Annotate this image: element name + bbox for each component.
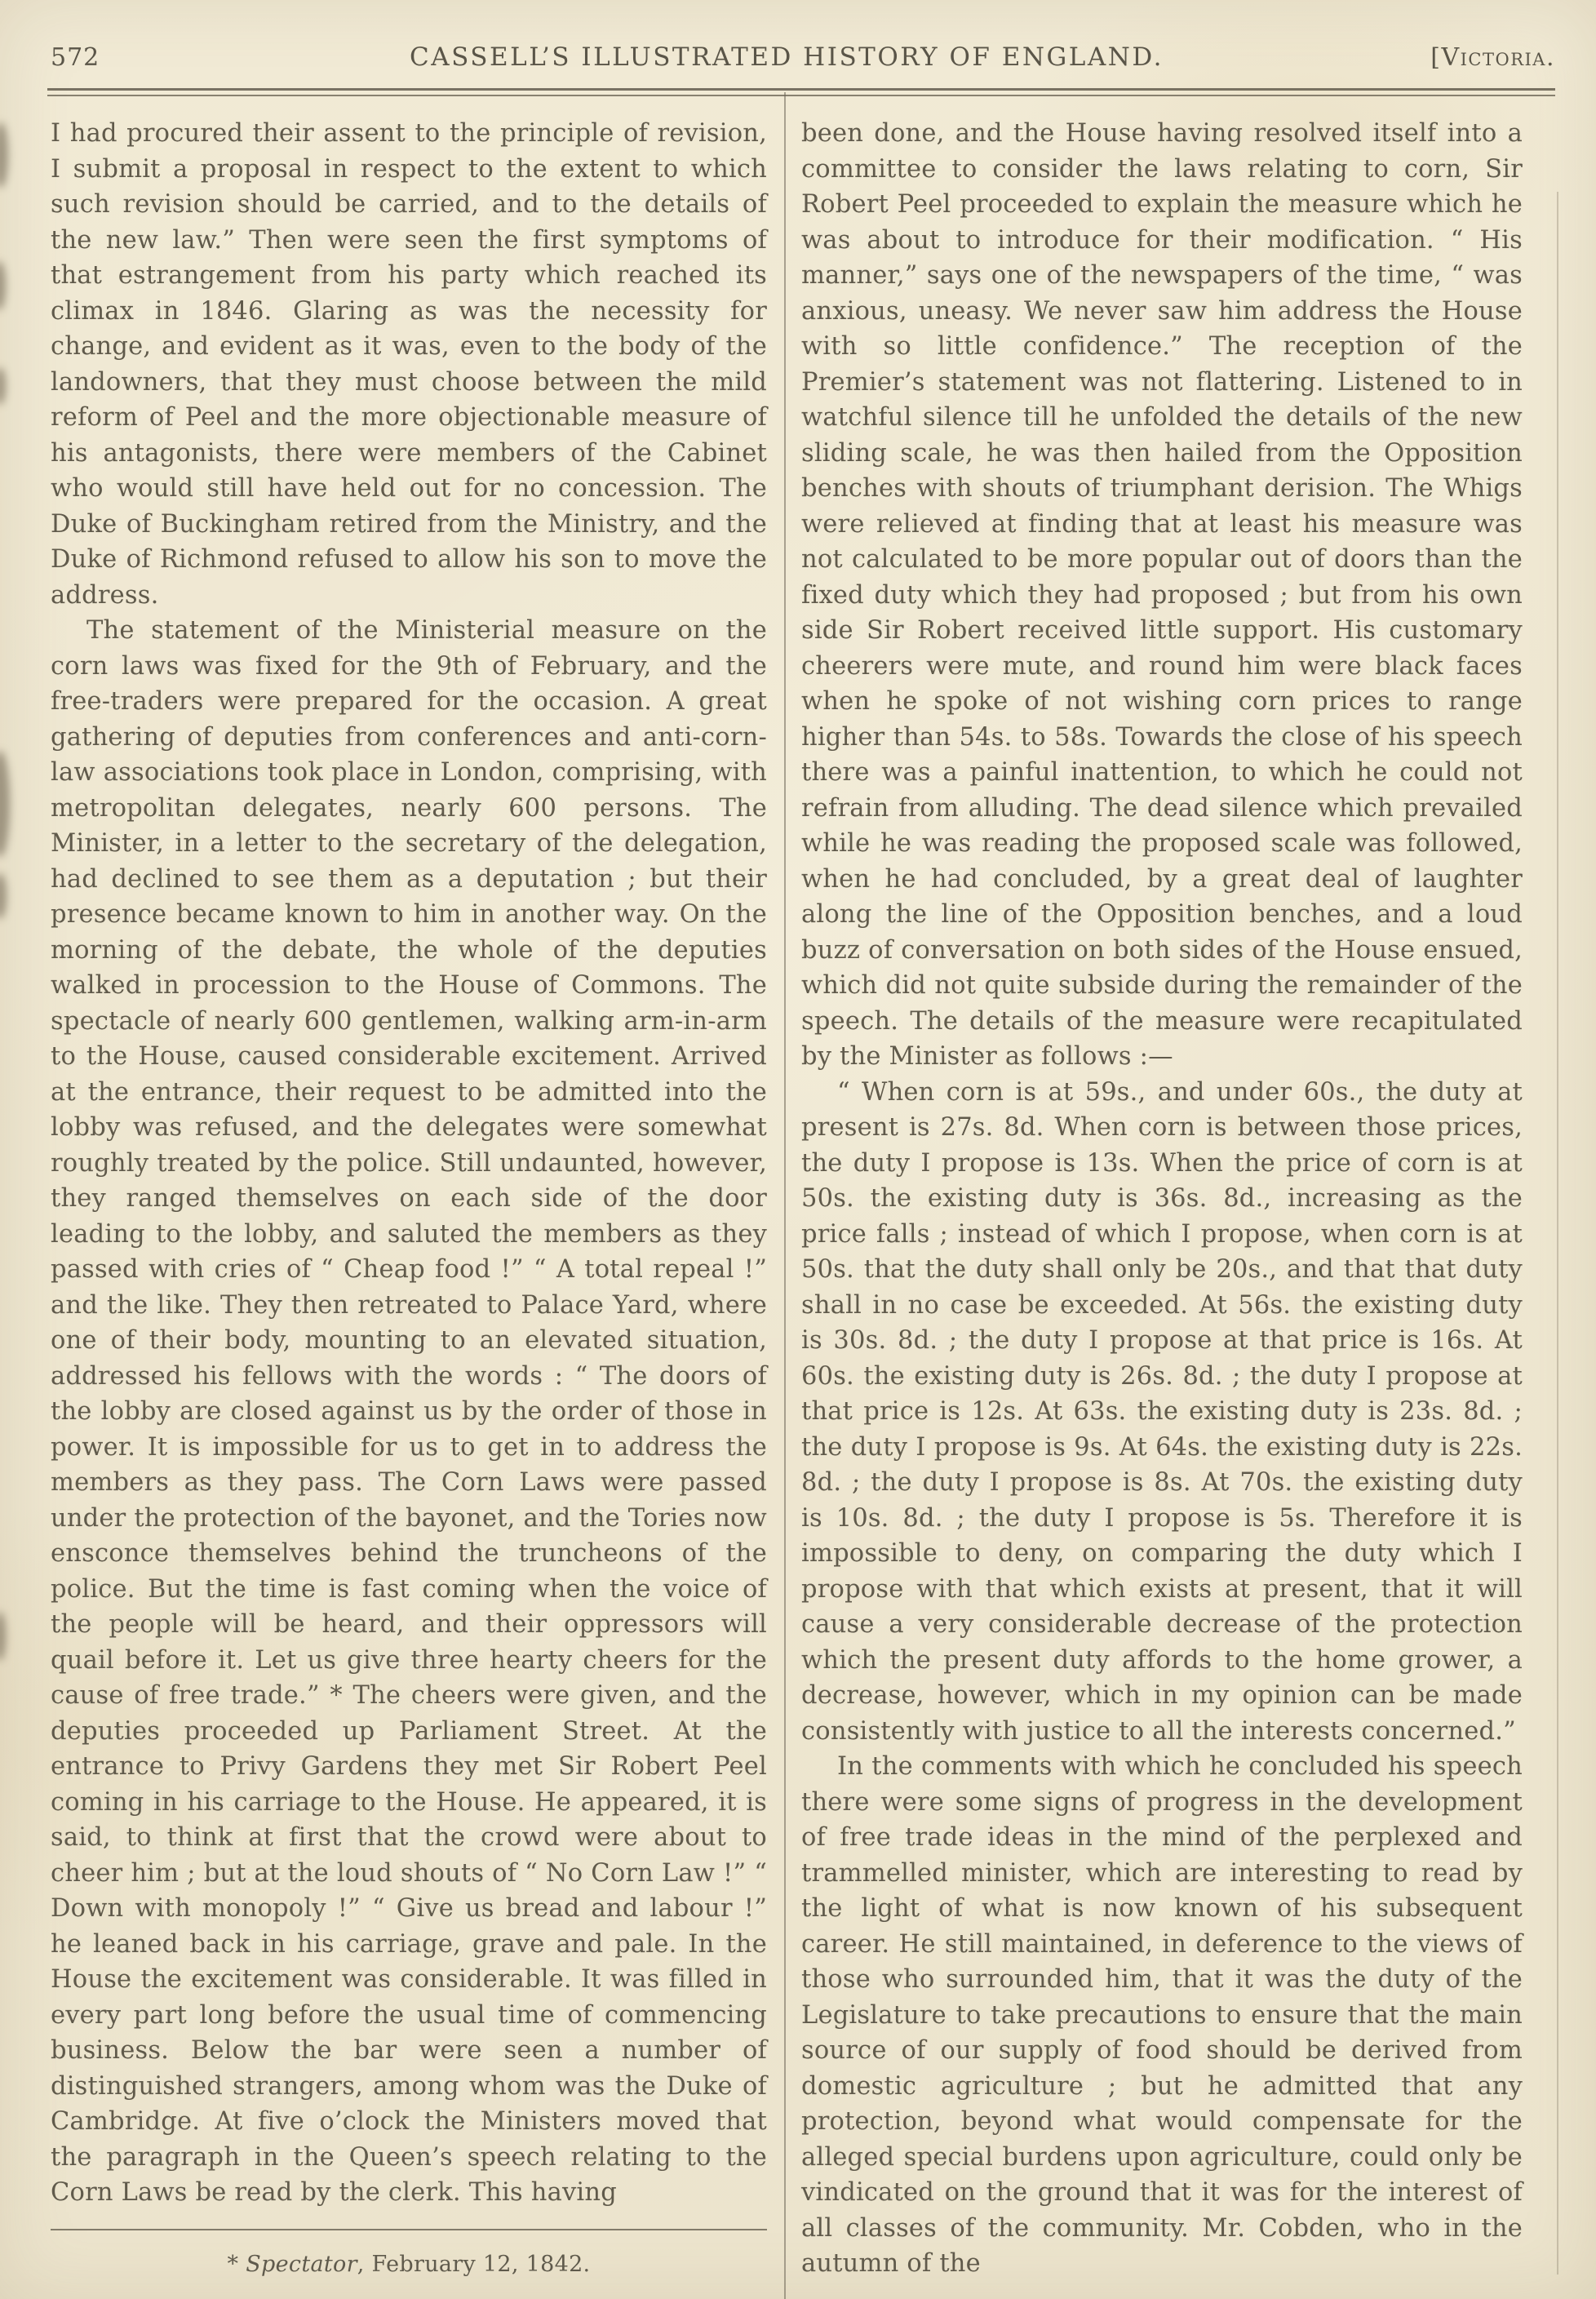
- footnote-source: Spectator: [246, 2251, 357, 2277]
- footnote: [51, 2247, 767, 2283]
- paragraph: been done, and the House having resolved itself into a committee to consider the laws relating to corn, Sir Robert Peel proceeded to explain the measure which he was about to introduce for their modification. “ His manner,” says one of the newspapers of the time, “ was anxious, uneasy. We never saw him address the House with so little confidence.” The reception of the Premier’s statement was not flattering. Listened to in watchful silence till he unfolded the details of the new sliding scale, he was then hailed from the Opposition benches with shouts of triumphant derision. The Whigs were relieved at finding that at least his measure was not calculated to be more popular out of doors than the fixed duty which they had proposed ; but from his own side Sir Robert received little support. His customary cheerers were mute, and round him were black faces when he spoke of not wishing corn prices to range higher than 54s. to 58s. Towards the close of his speech there was a painful inattention, to which he could not refrain from alluding. The dead silence which prevailed while he was reading the proposed scale was followed, when he had concluded, by a great deal of laughter along the line of the Opposition benches, and a loud buzz of conversation on both sides of the House ensued, which did not quite subside during the remainder of the speech. The details of the measure were recapitulated by the Minister as follows :—: [801, 119, 1523, 1071]
- scan-smudge: [0, 122, 8, 188]
- page-edge-line: [1557, 192, 1558, 2275]
- page-header: [51, 41, 1555, 77]
- scan-smudge: [0, 873, 7, 919]
- footnote-text: , February 12, 1842.: [357, 2251, 591, 2277]
- page-title: CASSELL’S ILLUSTRATED HISTORY OF ENGLAND.: [410, 42, 1164, 72]
- paragraph: I had procured their assent to the principle of revision, I submit a proposal in respect to the extent to which such revision should be carried, and to the details of the new law.” Then were seen the first symptoms of that estrangement from his party which reached its climax in 1846. Glaring as was the necessity for change, and evident as it was, even to the body of the landowners, that they must choose between the mild reform of Peel and the more objectionable measure of his antagonists, there were members of the Cabinet who would still have held out for no concession. The Duke of Buckingham retired from the Ministry, and the Duke of Richmond refused to allow his son to move the address.: [51, 119, 767, 610]
- footnote-rule: [51, 2229, 767, 2230]
- running-head: [Victoria.: [1430, 43, 1555, 72]
- scan-smudge: [0, 261, 6, 310]
- paragraph: “ When corn is at 59s., and under 60s., the duty at present is 27s. 8d. When corn is between those prices, the duty I propose is 13s. When the price of corn is at 50s. the existing duty is 36s. 8d., increasing as the price falls ; instead of which I propose, when corn is at 50s. that the duty shall only be 20s., and that that duty shall in no case be exceeded. At 56s. the existing duty is 30s. 8d. ; the duty I propose at that price is 16s. At 60s. the existing duty is 26s. 8d. ; the duty I propose at that price is 12s. At 63s. the existing duty is 23s. 8d. ; the duty I propose is 9s. At 64s. the existing duty is 22s. 8d. ; the duty I propose is 8s. At 70s. the existing duty is 10s. 8d. ; the duty I propose is 5s. Therefore it is impossible to deny, on comparing the duty which I propose with that which exists at present, that it will cause a very considerable decrease of the protection which the present duty affords to the home grower, a decrease, however, which in my opinion can be made consistently with justice to all the interests concerned.”: [801, 1077, 1523, 1746]
- right-column-paragraphs: [801, 116, 1523, 2282]
- right-column: [801, 116, 1523, 2282]
- paragraph: In the comments with which he concluded his speech there were some signs of progress in the development of free trade ideas in the mind of the perplexed and trammelled minister, which are interesting to read by the light of what is now known of his subsequent career. He still maintained, in deference to the views of those who surrounded him, that it was the duty of the Legislature to take precautions to ensure that the main source of our supply of food should be derived from domestic agriculture ; but he admitted that any protection, beyond what would compensate for the alleged special burdens upon agriculture, could only be vindicated on the ground that it was for the interest of all classes of the community. Mr. Cobden, who in the autumn of the: [801, 1752, 1523, 2278]
- scan-smudge: [0, 367, 6, 405]
- scan-smudge: [0, 1612, 6, 1661]
- left-column-paragraphs: [51, 116, 767, 2211]
- scan-smudge: [0, 751, 10, 857]
- header-double-rule: [47, 88, 1555, 96]
- footnote-marker: *: [227, 2251, 239, 2277]
- paragraph: The statement of the Ministerial measure on the corn laws was fixed for the 9th of February, and the free-traders were prepared for the occasion. A great gathering of deputies from conferences and anti-corn-law associations took place in London, comprising, with metropolitan delegates, nearly 600 persons. The Minister, in a letter to the secretary of the delegation, had declined to see them as a deputation ; but their presence became known to him in another way. On the morning of the debate, the whole of the deputies walked in procession to the House of Commons. The spectacle of nearly 600 gentlemen, walking arm-in-arm to the House, caused considerable excitement. Arrived at the entrance, their request to be admitted into the lobby was refused, and the delegates were somewhat roughly treated by the police. Still undaunted, however, they ranged themselves on each side of the door leading to the lobby, and saluted the members as they passed with cries of “ Cheap food !” “ A total repeal !” and the like. They then retreated to Palace Yard, where one of their body, mounting to an elevated situation, addressed his fellows with the words : “ The doors of the lobby are closed against us by the order of those in power. It is impossible for us to get in to address the members as they pass. The Corn Laws were passed under the protection of the bayonet, and the Tories now ensconce themselves behind the truncheons of the police. But the time is fast coming when the voice of the people will be heard, and their oppressors will quail before it. Let us give three hearty cheers for the cause of free trade.” * The cheers were given, and the deputies proceeded up Parliament Street. At the entrance to Privy Gardens they met Sir Robert Peel coming in his carriage to the House. He appeared, it is said, to think at first that the crowd were about to cheer him ; but at the loud shouts of “ No Corn Law !” “ Down with monopoly !” “ Give us bread and labour !” he leaned back in his carriage, grave and pale. In the House the excitement was considerable. It was filled in every part long before the usual time of commencing business. Below the bar were seen a number of distinguished strangers, among whom was the Duke of Cambridge. At five o’clock the Ministers moved that the paragraph in the Queen’s speech relating to the Corn Laws be read by the clerk. This having: [51, 616, 767, 2207]
- left-column: [51, 116, 767, 2282]
- column-divider-rule: [784, 92, 786, 2299]
- page-number: 572: [51, 43, 100, 72]
